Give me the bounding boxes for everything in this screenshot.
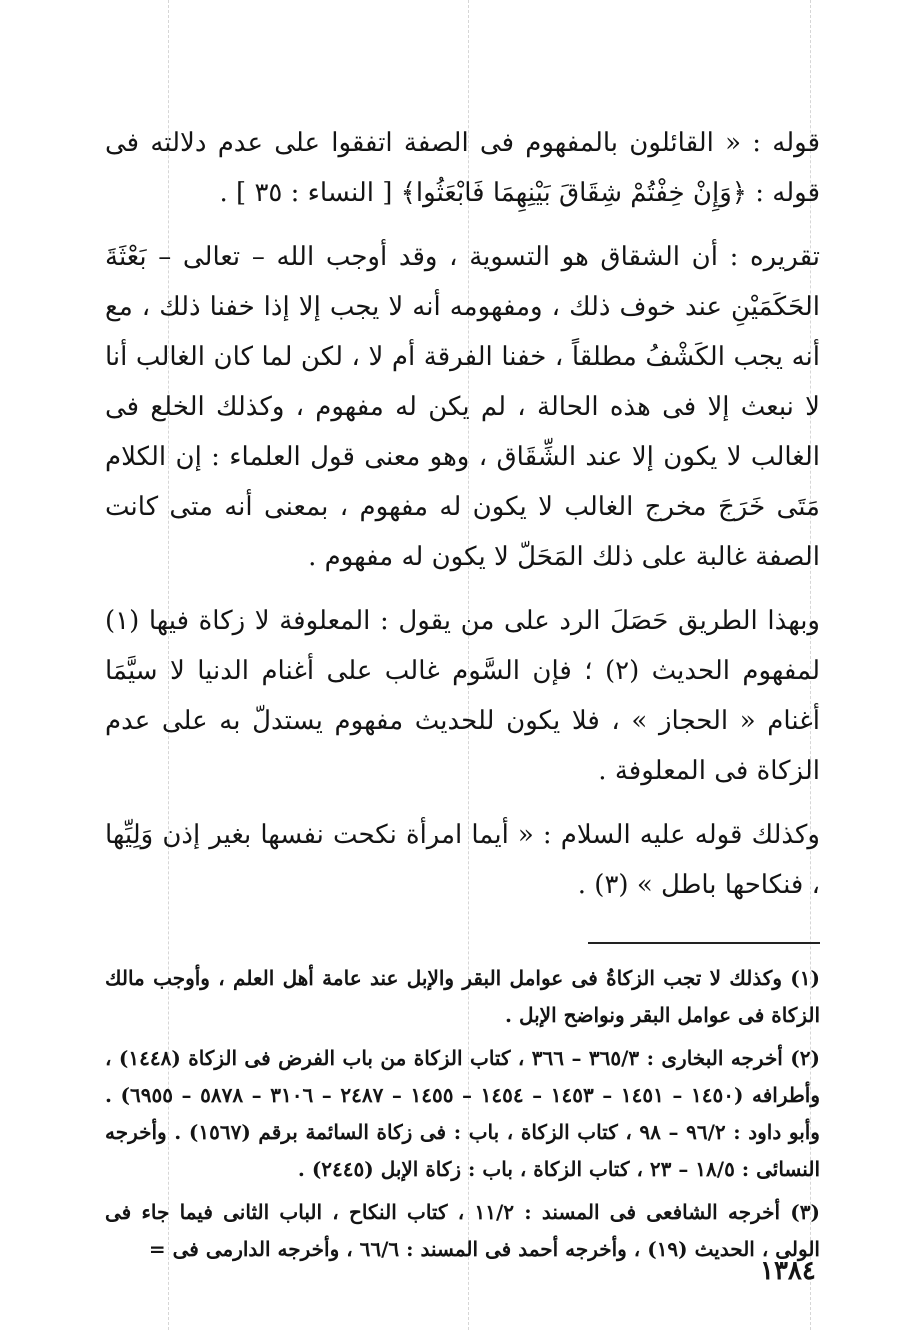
- page-content: [105, 118, 820, 1274]
- footnote-1: (١) وكذلك لا تجب الزكاةُ فى عوامل البقر والإبل عند عامة أهل العلم ، وأوجب مالك الزكاة فى عوامل البقر ونواضح الإبل .: [105, 966, 820, 1027]
- body-paragraph-1: قوله : « القائلون بالمفهوم فى الصفة اتفقوا على عدم دلالته فى قوله : ﴿وَإِنْ خِفْتُمْ شِقَاقَ بَيْنِهِمَا فَابْعَثُوا﴾ [ النساء : ٣٥ ] .: [105, 128, 820, 208]
- footnote-2: (٢) أخرجه البخارى : ٣٦٥/٣ – ٣٦٦ ، كتاب الزكاة من باب الفرض فى الزكاة (١٤٤٨) ، وأطرافه (١٤٥٠ – ١٤٥١ – ١٤٥٣ – ١٤٥٤ – ١٤٥٥ – ٢٤٨٧ – ٣١٠٦ – ٥٨٧٨ – ٦٩٥٥) . وأبو داود : ٩٦/٢ – ٩٨ ، كتاب الزكاة ، باب : فى زكاة السائمة برقم (١٥٦٧) . وأخرجه النسائى : ١٨/٥ – ٢٣ ، كتاب الزكاة ، باب : زكاة الإبل (٢٤٤٥) .: [105, 1046, 821, 1181]
- footnote-3: (٣) أخرجه الشافعى فى المسند : ١١/٢ ، كتاب النكاح ، الباب الثانى فيما جاء فى الولى ، الحديث (١٩) ، وأخرجه أحمد فى المسند : ٦٦/٦ ، وأخرجه الدارمى فى =: [105, 1200, 820, 1261]
- footnote-separator-wrap: [105, 924, 820, 960]
- body-paragraph-2: تقريره : أن الشقاق هو التسوية ، وقد أوجب الله – تعالى – بَعْثَةَ الحَكَمَيْنِ عند خوف ذلك ، ومفهومه أنه لا يجب إلا إذا خفنا ذلك ، مع أنه يجب الكَشْفُ مطلقاً ، خفنا الفرقة أم لا ، لكن لما كان الغالب أنا لا نبعث إلا فى هذه الحالة ، لم يكن له مفهوم ، وكذلك الخلع فى الغالب لا يكون إلا عند الشِّقَاق ، وهو معنى قول العلماء : إن الكلام مَتَى خَرَجَ مخرج الغالب لا يكون له مفهوم ، بمعنى أنه متى كانت الصفة غالبة على ذلك المَحَلّ لا يكون له مفهوم .: [105, 242, 820, 572]
- body-paragraph-3: وبهذا الطريق حَصَلَ الرد على من يقول : المعلوفة لا زكاة فيها (١) لمفهوم الحديث (٢) ؛ فإن السَّوم غالب على أغنام الدنيا لا سيَّمَا أغنام « الحجاز » ، فلا يكون للحديث مفهوم يستدلّ به على عدم الزكاة فى المعلوفة .: [105, 606, 820, 786]
- body-paragraph-4: وكذلك قوله عليه السلام : « أيما امرأة نكحت نفسها بغير إذن وَلِيِّها ، فنكاحها باطل » (٣) .: [105, 820, 820, 900]
- page-number: ١٣٨٤: [760, 1256, 816, 1286]
- footnote-separator: [588, 942, 820, 944]
